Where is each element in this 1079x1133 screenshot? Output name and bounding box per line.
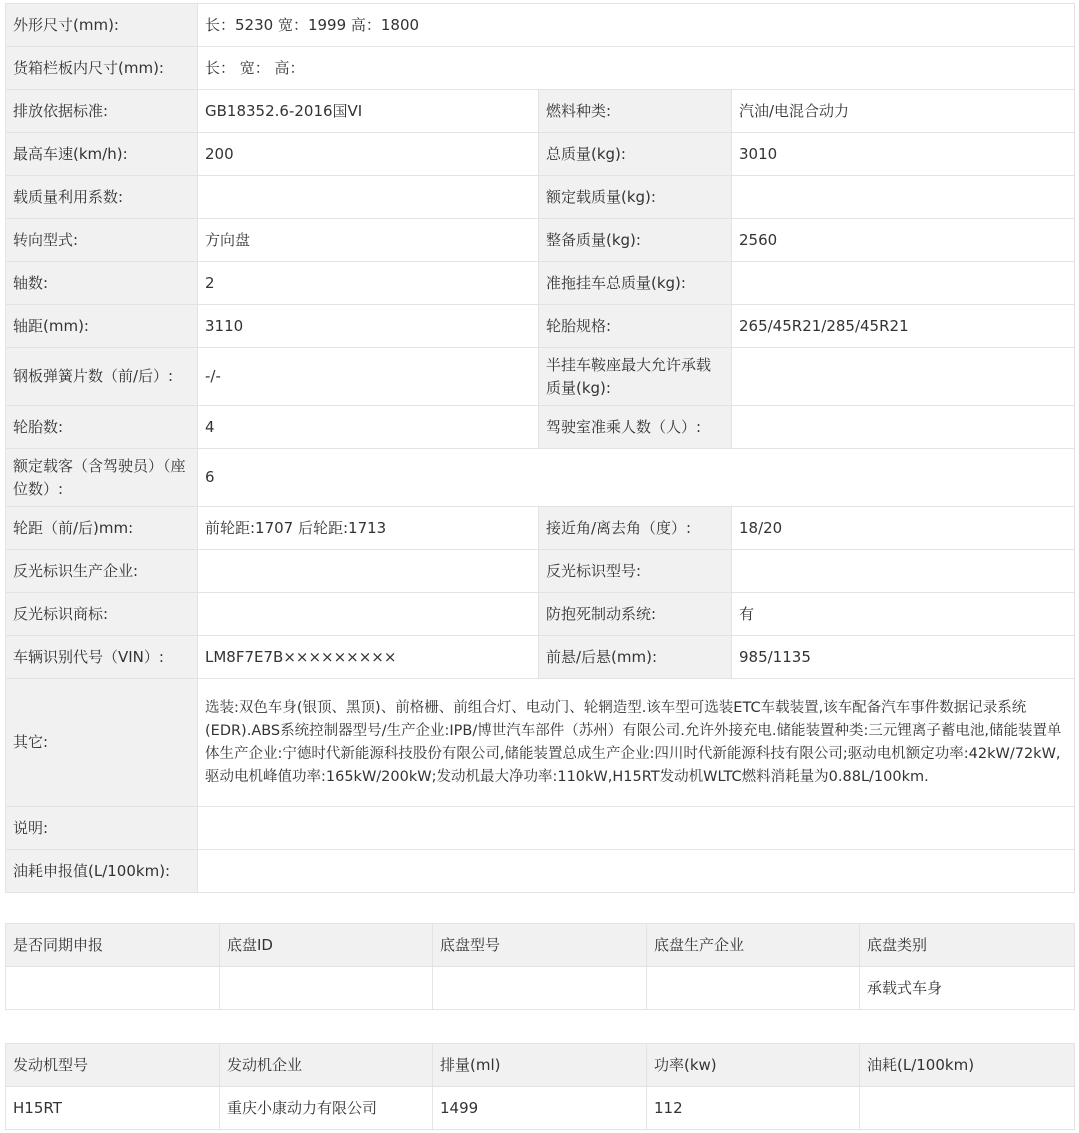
dims-label: 外形尺寸(mm): xyxy=(6,4,198,47)
chassis-cell: 承载式车身 xyxy=(860,967,1075,1010)
angle-label: 接近角/离去角（度）: xyxy=(539,507,732,550)
cargo-label: 货箱栏板内尺寸(mm): xyxy=(6,47,198,90)
spec-row-emission xyxy=(6,90,1075,133)
dims-value: 长：5230 宽：1999 高：1800 xyxy=(198,4,1075,47)
trailer-mass-value xyxy=(732,262,1075,305)
chassis-header-cell: 底盘ID xyxy=(220,924,433,967)
note-value xyxy=(198,807,1075,850)
overhang-value: 985/1135 xyxy=(732,636,1075,679)
spec-row-dims xyxy=(6,4,1075,47)
engine-cell xyxy=(860,1087,1075,1130)
seats-label: 额定载客（含驾驶员）（座位数）: xyxy=(6,449,198,507)
fuel-value: 汽油/电混合动力 xyxy=(732,90,1075,133)
chassis-header-cell: 底盘生产企业 xyxy=(647,924,860,967)
steering-label: 转向型式: xyxy=(6,219,198,262)
curb-mass-label: 整备质量(kg): xyxy=(539,219,732,262)
engine-cell: 重庆小康动力有限公司 xyxy=(220,1087,433,1130)
spec-row-axles xyxy=(6,262,1075,305)
spec-row-track xyxy=(6,507,1075,550)
speed-label: 最高车速(km/h): xyxy=(6,133,198,176)
consumption-value xyxy=(198,850,1075,893)
axles-label: 轴数: xyxy=(6,262,198,305)
axles-value: 2 xyxy=(198,262,539,305)
chassis-cell xyxy=(220,967,433,1010)
spec-row-spring xyxy=(6,348,1075,406)
spec-row-note xyxy=(6,807,1075,850)
spec-row-reflector xyxy=(6,550,1075,593)
steering-value: 方向盘 xyxy=(198,219,539,262)
load-util-label: 载质量利用系数: xyxy=(6,176,198,219)
chassis-header-row xyxy=(6,924,1075,967)
wheelbase-value: 3110 xyxy=(198,305,539,348)
saddle-value xyxy=(732,348,1075,406)
engine-cell: 112 xyxy=(647,1087,860,1130)
chassis-header-cell: 是否同期申报 xyxy=(6,924,220,967)
engine-row xyxy=(6,1087,1075,1130)
seats-value: 6 xyxy=(198,449,1075,507)
spring-label: 钢板弹簧片数（前/后）: xyxy=(6,348,198,406)
reflector-brand-label: 反光标识商标: xyxy=(6,593,198,636)
note-label: 说明: xyxy=(6,807,198,850)
spec-row-seats xyxy=(6,449,1075,507)
vin-value: LM8F7E7B××××××××× xyxy=(198,636,539,679)
saddle-label: 半挂车鞍座最大允许承载质量(kg): xyxy=(539,348,732,406)
rated-load-value xyxy=(732,176,1075,219)
spec-row-reflector-brand xyxy=(6,593,1075,636)
chassis-table xyxy=(5,923,1075,1010)
gross-mass-value: 3010 xyxy=(732,133,1075,176)
speed-value: 200 xyxy=(198,133,539,176)
reflector-model-value xyxy=(732,550,1075,593)
spring-value: -/- xyxy=(198,348,539,406)
cab-occupants-label: 驾驶室准乘人数（人）: xyxy=(539,406,732,449)
spec-row-steering xyxy=(6,219,1075,262)
spec-row-wheelbase xyxy=(6,305,1075,348)
spec-row-other xyxy=(6,679,1075,807)
emission-label: 排放依据标准: xyxy=(6,90,198,133)
engine-cell: H15RT xyxy=(6,1087,220,1130)
spec-row-load xyxy=(6,176,1075,219)
track-value: 前轮距:1707 后轮距:1713 xyxy=(198,507,539,550)
tire-spec-label: 轮胎规格: xyxy=(539,305,732,348)
cargo-value: 长： 宽： 高： xyxy=(198,47,1075,90)
spec-row-vin xyxy=(6,636,1075,679)
tire-spec-value: 265/45R21/285/45R21 xyxy=(732,305,1075,348)
chassis-row xyxy=(6,967,1075,1010)
spec-row-speed xyxy=(6,133,1075,176)
engine-header-cell: 油耗(L/100km) xyxy=(860,1044,1075,1087)
abs-label: 防抱死制动系统: xyxy=(539,593,732,636)
emission-value: GB18352.6-2016国VI xyxy=(198,90,539,133)
consumption-label: 油耗申报值(L/100km): xyxy=(6,850,198,893)
overhang-label: 前悬/后悬(mm): xyxy=(539,636,732,679)
engine-cell: 1499 xyxy=(433,1087,647,1130)
gross-mass-label: 总质量(kg): xyxy=(539,133,732,176)
engine-header-row xyxy=(6,1044,1075,1087)
curb-mass-value: 2560 xyxy=(732,219,1075,262)
chassis-header-cell: 底盘类别 xyxy=(860,924,1075,967)
trailer-mass-label: 准拖挂车总质量(kg): xyxy=(539,262,732,305)
fuel-label: 燃料种类: xyxy=(539,90,732,133)
reflector-brand-value xyxy=(198,593,539,636)
reflector-model-label: 反光标识型号: xyxy=(539,550,732,593)
chassis-header-cell: 底盘型号 xyxy=(433,924,647,967)
angle-value: 18/20 xyxy=(732,507,1075,550)
wheelbase-label: 轴距(mm): xyxy=(6,305,198,348)
engine-header-cell: 发动机型号 xyxy=(6,1044,220,1087)
chassis-cell xyxy=(6,967,220,1010)
other-label: 其它: xyxy=(6,679,198,807)
cab-occupants-value xyxy=(732,406,1075,449)
spec-row-consumption xyxy=(6,850,1075,893)
engine-table xyxy=(5,1043,1075,1130)
chassis-cell xyxy=(433,967,647,1010)
tires-label: 轮胎数: xyxy=(6,406,198,449)
engine-header-cell: 排量(ml) xyxy=(433,1044,647,1087)
rated-load-label: 额定载质量(kg): xyxy=(539,176,732,219)
other-value: 选装:双色车身(银顶、黑顶)、前格栅、前组合灯、电动门、轮辋造型.该车型可选装ETC车载装置,该车配备汽车事件数据记录系统(EDR).ABS系统控制器型号/生产企业:IPB/博世汽车部件（苏州）有限公司.允许外接充电.储能装置种类:三元锂离子蓄电池,储能装置单体生产企业:宁德时代新能源科技股份有限公司,储能装置总成生产企业:四川时代新能源科技有限公司;驱动电机额定功率:42kW/72kW,驱动电机峰值功率:165kW/200kW;发动机最大净功率:110kW,H15RT发动机WLTC燃料消耗量为0.88L/100km. xyxy=(198,679,1075,807)
reflector-maker-label: 反光标识生产企业: xyxy=(6,550,198,593)
vin-label: 车辆识别代号（VIN）: xyxy=(6,636,198,679)
engine-header-cell: 发动机企业 xyxy=(220,1044,433,1087)
abs-value: 有 xyxy=(732,593,1075,636)
track-label: 轮距（前/后)mm: xyxy=(6,507,198,550)
tires-value: 4 xyxy=(198,406,539,449)
spec-row-tires xyxy=(6,406,1075,449)
engine-header-cell: 功率(kw) xyxy=(647,1044,860,1087)
spec-table xyxy=(5,3,1075,893)
spec-row-cargo xyxy=(6,47,1075,90)
load-util-value xyxy=(198,176,539,219)
reflector-maker-value xyxy=(198,550,539,593)
chassis-cell xyxy=(647,967,860,1010)
